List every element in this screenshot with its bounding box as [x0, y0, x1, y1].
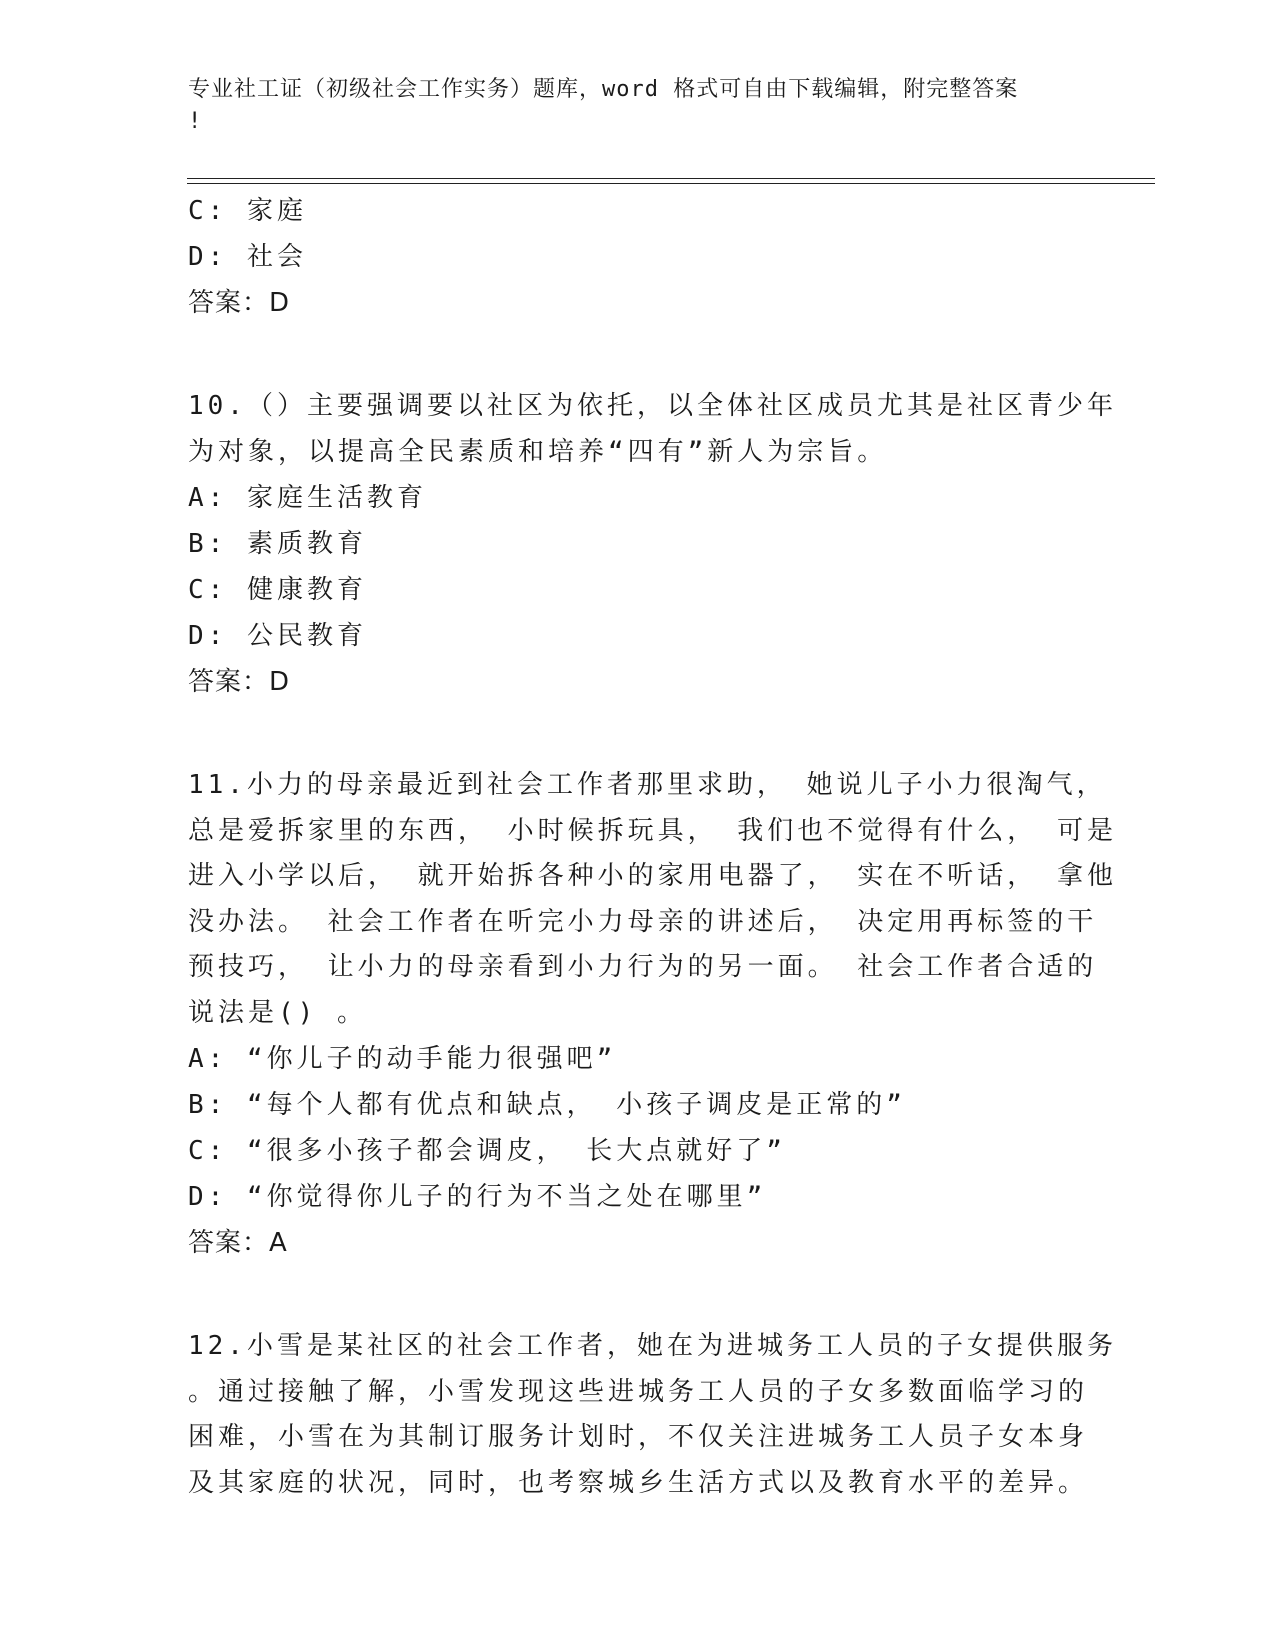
option-c: C: 健康教育: [188, 575, 367, 605]
option-b: B: “每个人都有优点和缺点， 小孩子调皮是正常的”: [188, 1090, 906, 1120]
question-10: [188, 384, 1117, 705]
answer-line: 答案：D: [188, 288, 291, 318]
option-c: C: “很多小孩子都会调皮， 长大点就好了”: [188, 1136, 786, 1166]
question-12: [188, 1324, 1117, 1506]
stem-line: 预技巧， 让小力的母亲看到小力行为的另一面。 社会工作者合适的: [188, 952, 1098, 982]
option-c: C: 家庭: [188, 196, 307, 226]
option-d: D: 公民教育: [188, 621, 367, 651]
stem-line: 为对象，以提高全民素质和培养“四有”新人为宗旨。: [188, 436, 888, 467]
stem-line: 12.小雪是某社区的社会工作者，她在为进城务工人员的子女提供服务: [188, 1331, 1117, 1361]
answer-line: 答案：D: [188, 667, 291, 697]
answer-line: 答案：A: [188, 1228, 288, 1258]
question-stem: [188, 384, 1117, 475]
option-a: A: 家庭生活教育: [188, 483, 427, 513]
option-a: A: “你儿子的动手能力很强吧”: [188, 1044, 617, 1074]
stem-line: 11.小力的母亲最近到社会工作者那里求助， 她说儿子小力很淘气，: [188, 770, 1107, 800]
stem-line: 没办法。 社会工作者在听完小力母亲的讲述后， 决定用再标签的干: [188, 906, 1098, 937]
question-9-continuation: [188, 188, 1088, 326]
header-rule-top: [187, 178, 1155, 179]
stem-line: 。通过接触了解，小雪发现这些进城务工人员的子女多数面临学习的: [188, 1376, 1089, 1407]
stem-line: 总是爱拆家里的东西， 小时候拆玩具， 我们也不觉得有什么， 可是: [188, 815, 1117, 846]
question-11: [188, 763, 1117, 1266]
question-stem: [188, 1324, 1117, 1506]
stem-line: 进入小学以后， 就开始拆各种小的家用电器了， 实在不听话， 拿他: [188, 861, 1117, 891]
stem-line: 说法是() 。: [188, 997, 367, 1028]
document-header: [188, 74, 1068, 138]
header-title-continuation: !: [188, 109, 203, 134]
question-stem: [188, 763, 1117, 1036]
header-title: 专业社工证（初级社会工作实务）题库，word 格式可自由下载编辑，附完整答案: [188, 77, 1019, 102]
stem-line: 10.（）主要强调要以社区为依托，以全体社区成员尤其是社区青少年: [188, 391, 1117, 421]
option-d: D: 社会: [188, 242, 307, 272]
question-list: [188, 188, 1117, 1506]
stem-line: 困难，小雪在为其制订服务计划时，不仅关注进城务工人员子女本身: [188, 1422, 1089, 1452]
option-d: D: “你觉得你儿子的行为不当之处在哪里”: [188, 1182, 767, 1212]
option-b: B: 素质教育: [188, 529, 367, 559]
stem-line: 及其家庭的状况，同时，也考察城乡生活方式以及教育水平的差异。: [188, 1467, 1089, 1498]
header-rule-bottom: [187, 183, 1155, 184]
